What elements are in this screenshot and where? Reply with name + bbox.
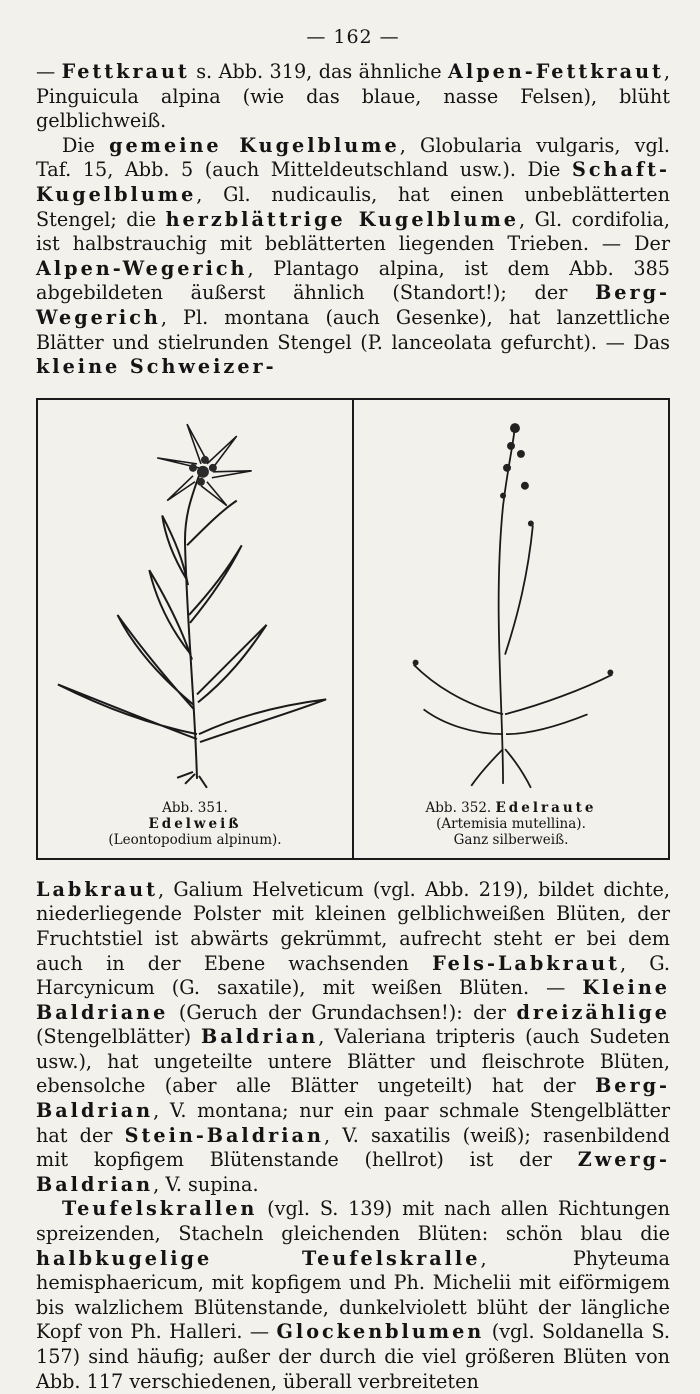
figure-edelraute [352,400,668,858]
bottom-paragraph-2: Teufelskrallen (vgl. S. 139) mit nach allen Richtungen spreizenden, Stacheln gleichenden Blüten: schön blau die halbkugelige Teufelskralle, Phyteuma hemisphaericum, mit kopfigem und Ph. Michelii mit eiförmigem bis walzlichem Blütenstande, dunkelviolett blüht der längliche Kopf von Ph. Halleri. — Glockenblumen (vgl. Soldanella S. 157) sind häufig; außer der durch die viel größeren Blüten von Abb. 117 verschiedenen, überall verbreiteten [36,1197,671,1393]
figure-panel [36,398,670,860]
caption-351: Abb. 351. Edelweiß (Leontopodium alpinum). [108,799,282,848]
figure-edelweiss [38,400,352,858]
caption-352: Abb. 352. Edelraute (Artemisia mutellina). Ganz silberweiß. [425,799,597,848]
bottom-paragraph-1: Labkraut, Galium Helveticum (vgl. Abb. 219), bildet dichte, niederliegende Polster mit kleinen gelblichweißen Blüten, der Fruchtstiel ist abwärts gekrümmt, aufrecht steht er bei dem auch in der Ebene wachsenden Fels-Labkraut, G. Harcynicum (G. saxatile), mit weißen Blüten. — Kleine Baldriane (Geruch der Grundachsen!): der dreizählige (Stengelblätter) Baldrian, Valeriana tripteris (auch Sudeten usw.), hat ungeteilte untere Blätter und fleischrote Blüten, ebensolche (aber alle Blätter ungeteilt) hat der Berg-Baldrian, V. montana; nur ein paar schmale Stengelblätter hat der Stein-Baldrian, V. saxatilis (weiß); rasenbildend mit kopfigem Blütenstande (hellrot) ist der Zwerg-Baldrian, V. supina. [36,877,670,1196]
top-paragraph-2: Die gemeine Kugelblume, Globularia vulgaris, vgl. Taf. 15, Abb. 5 (auch Mitteldeutschland usw.). Die Schaft-Kugelblume, Gl. nudicaulis, hat einen unbeblätterten Stengel; die herzblättrige Kugelblume, Gl. cordifolia, ist halbstrauchig mit beblätterten liegenden Trieben. — Der Alpen-Wegerich, Plantago alpina, ist dem Abb. 385 abgebildeten äußerst ähnlich (Standort!); der Berg-Wegerich, Pl. montana (auch Gesenke), hat lanzettliche Blätter und stielrunden Stengel (P. lanceolata gefurcht). — Das kleine Schweizer- [36,133,671,379]
page-number: — 162 — [306,26,400,48]
edelraute-illustration [354,400,668,800]
edelweiss-illustration [38,400,352,800]
top-paragraph-1: — Fettkraut s. Abb. 319, das ähnliche Alpen-Fettkraut, Pinguicula alpina (wie das blaue, nasse Felsen), blüht gelblichweiß. [36,60,670,133]
